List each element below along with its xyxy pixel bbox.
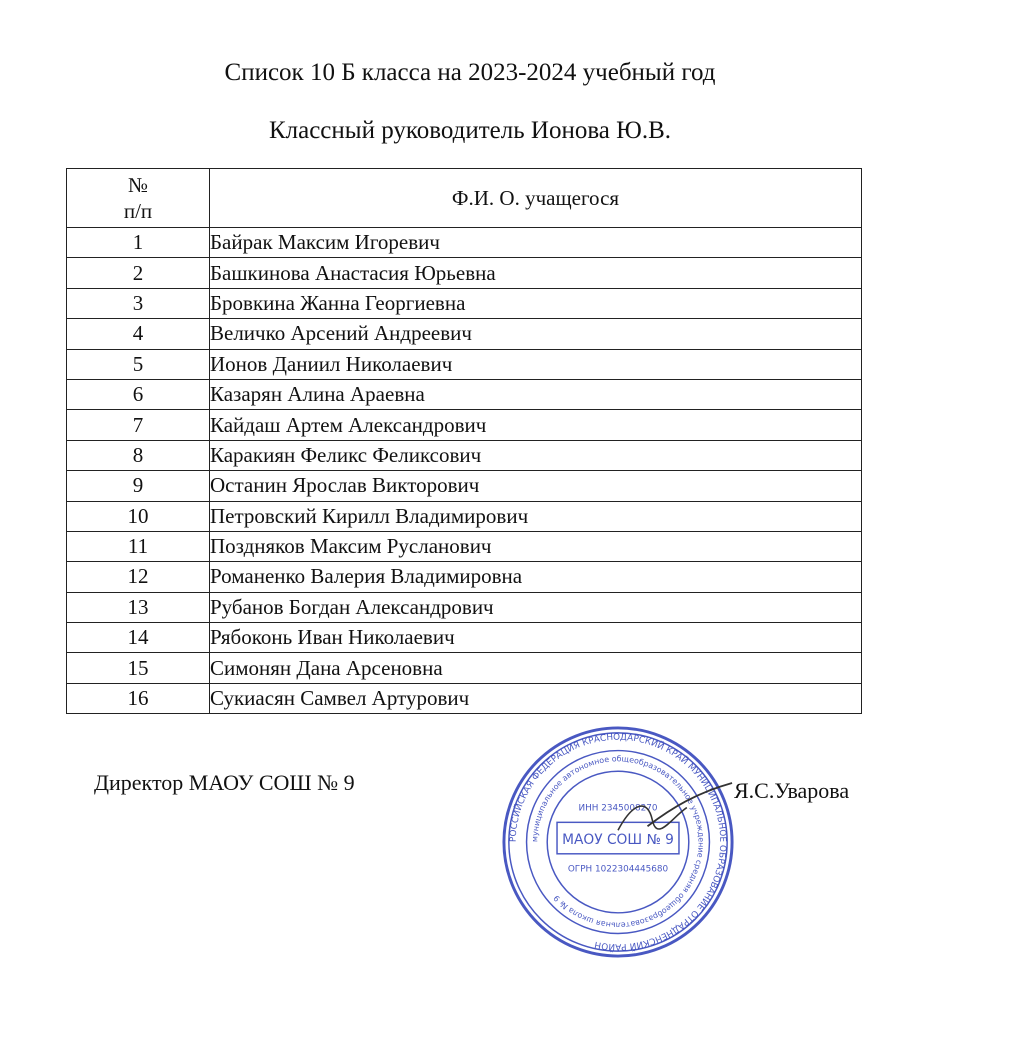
column-header-name: Ф.И. О. учащегося: [210, 169, 862, 228]
student-name: Сукиасян Самвел Артурович: [210, 683, 862, 713]
student-name: Кайдаш Артем Александрович: [210, 410, 862, 440]
table-row: [67, 440, 862, 470]
student-list-table: [66, 168, 862, 714]
row-number: 11: [67, 531, 210, 561]
table-row: [67, 501, 862, 531]
stamp-inner-text: муниципальное автономное общеобразовательное учреждение средняя общеобразовательная школа № 9: [530, 754, 706, 930]
student-name: Останин Ярослав Викторович: [210, 471, 862, 501]
table-row: [67, 349, 862, 379]
table-row: [67, 410, 862, 440]
table-row: [67, 471, 862, 501]
student-name: Казарян Алина Араевна: [210, 379, 862, 409]
document-title: Список 10 Б класса на 2023-2024 учебный год: [224, 59, 716, 86]
row-number: 5: [67, 349, 210, 379]
column-header-number-symbol: №: [127, 173, 149, 197]
student-name: Ионов Даниил Николаевич: [210, 349, 862, 379]
student-name: Рубанов Богдан Александрович: [210, 592, 862, 622]
table-row: [67, 288, 862, 318]
row-number: 12: [67, 562, 210, 592]
table-row: [67, 319, 862, 349]
row-number: 13: [67, 592, 210, 622]
table-row: [67, 592, 862, 622]
table-row: [67, 379, 862, 409]
stamp-ogrn: ОГРН 1022304445680: [567, 864, 669, 875]
row-number: 3: [67, 288, 210, 318]
student-name: Башкинова Анастасия Юрьевна: [210, 258, 862, 288]
student-name: Каракиян Феликс Феликсович: [210, 440, 862, 470]
director-label: Директор МАОУ СОШ № 9: [94, 770, 355, 795]
row-number: 16: [67, 683, 210, 713]
row-number: 4: [67, 319, 210, 349]
table-row: [67, 623, 862, 653]
table-header-row: [67, 169, 862, 228]
row-number: 2: [67, 258, 210, 288]
row-number: 14: [67, 623, 210, 653]
stamp-outer-text: РОССИЙСКАЯ ФЕДЕРАЦИЯ КРАСНОДАРСКИЙ КРАЙ МУНИЦИПАЛЬНОЕ ОБРАЗОВАНИЕ ОТРАДНЕНСКИЙ РАЙОН: [508, 732, 728, 952]
table-row: [67, 683, 862, 713]
row-number: 15: [67, 653, 210, 683]
stamp-center-text: МАОУ СОШ № 9: [562, 831, 674, 848]
student-name: Романенко Валерия Владимировна: [210, 562, 862, 592]
column-header-number: [67, 169, 210, 228]
school-seal-stamp: [500, 724, 736, 960]
row-number: 1: [67, 228, 210, 258]
student-name: Бровкина Жанна Георгиевна: [210, 288, 862, 318]
table-row: [67, 258, 862, 288]
student-name: Петровский Кирилл Владимирович: [210, 501, 862, 531]
table-row: [67, 531, 862, 561]
student-name: Поздняков Максим Русланович: [210, 531, 862, 561]
row-number: 6: [67, 379, 210, 409]
row-number: 7: [67, 410, 210, 440]
student-name: Байрак Максим Игоревич: [210, 228, 862, 258]
signer-name: Я.С.Уварова: [734, 778, 850, 803]
stamp-inn: ИНН 2345008270: [578, 803, 658, 814]
table-row: [67, 562, 862, 592]
student-name: Симонян Дана Арсеновна: [210, 653, 862, 683]
row-number: 8: [67, 440, 210, 470]
table-row: [67, 228, 862, 258]
class-teacher-line: Классный руководитель Ионова Ю.В.: [268, 117, 672, 144]
row-number: 9: [67, 471, 210, 501]
student-name: Величко Арсений Андреевич: [210, 319, 862, 349]
student-name: Рябоконь Иван Николаевич: [210, 623, 862, 653]
table-row: [67, 653, 862, 683]
row-number: 10: [67, 501, 210, 531]
column-header-number-abbr: п/п: [123, 199, 153, 223]
